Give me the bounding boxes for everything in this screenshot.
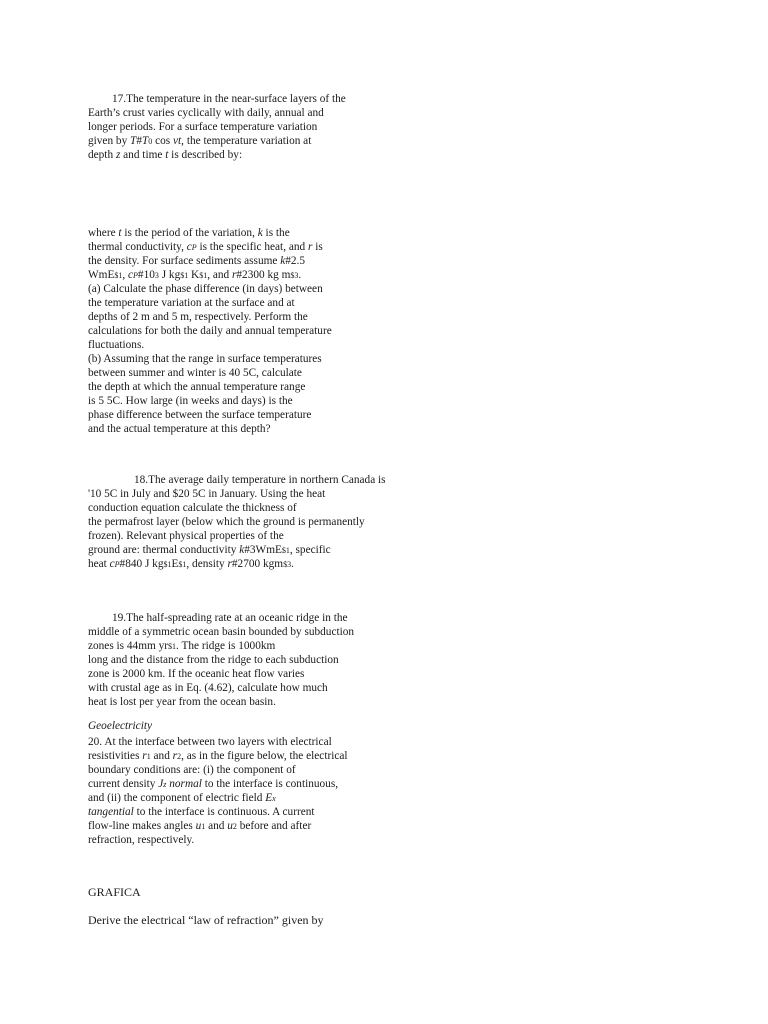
var-z: z — [115, 149, 121, 161]
p19-line-3 — [88, 639, 275, 654]
p17-where-line-4 — [88, 268, 301, 283]
subscript: 0 — [148, 137, 153, 146]
subscript: x — [272, 794, 276, 803]
var-J: J — [158, 778, 164, 790]
p17-partB-line-6: and the actual temperature at this depth? — [88, 423, 271, 435]
text-span: #2.5 — [285, 255, 306, 267]
var-c: c — [109, 558, 115, 570]
text-span: and — [150, 750, 173, 762]
text-span: thermal conductivity, — [88, 241, 187, 253]
var-r: r — [232, 269, 237, 281]
text-span: is the — [262, 227, 290, 239]
text-span: #2300 kg m — [236, 269, 291, 281]
text-span: is — [312, 241, 323, 253]
text-span: , as in the figure below, the electrical — [181, 750, 348, 762]
p19-line-1: 19.The half-spreading rate at an oceanic ridge in the — [112, 612, 348, 624]
text-span: , specific — [289, 544, 331, 556]
p18-line-4: the permafrost layer (below which the ground is permanently — [88, 516, 365, 528]
superscript: $1 — [281, 546, 290, 555]
p20-line-2 — [88, 749, 348, 764]
superscript: 3 — [154, 271, 159, 280]
p17-partA-line-3: depths of 2 m and 5 m, respectively. Perform the — [88, 311, 308, 323]
text-span: #840 J kg — [119, 558, 164, 570]
var-k: k — [257, 227, 263, 239]
p19-line-6: with crustal age as in Eq. (4.62), calculate how much — [88, 682, 328, 694]
subscript: 1 — [146, 752, 151, 761]
p19-line-4: long and the distance from the ridge to each subduction — [88, 654, 339, 666]
p18-line-5: frozen). Relevant physical properties of the — [88, 530, 284, 542]
text-span: depth — [88, 149, 116, 161]
italic-tangential: tangential — [88, 806, 134, 818]
text-span: to the interface is continuous, — [201, 778, 339, 790]
text-span: the density. For surface sediments assume — [88, 255, 281, 267]
text-span: is the specific heat, and — [196, 241, 308, 253]
text-span: cos — [152, 135, 174, 147]
p17-partB-line-5: phase difference between the surface temperature — [88, 409, 312, 421]
text-span: given by — [88, 135, 131, 147]
subscript: 2 — [177, 752, 182, 761]
text-span: to the interface is continuous. A current — [133, 806, 315, 818]
p17-partA-line-1: (a) Calculate the phase difference (in days) between — [88, 283, 323, 295]
p17-where-line-3 — [88, 254, 305, 268]
var-u1: u — [195, 820, 202, 832]
text-span: . The ridge is 1000km — [176, 640, 276, 652]
superscript: $3 — [290, 271, 299, 280]
text-span: , and — [207, 269, 232, 281]
var-k: k — [239, 544, 245, 556]
superscript: $1 — [178, 560, 187, 569]
p17-where-line-2 — [88, 240, 323, 255]
var-r: r — [227, 558, 232, 570]
derive-line: Derive the electrical “law of refraction” given by — [88, 913, 324, 927]
var-k: k — [280, 255, 286, 267]
subscript: P — [191, 243, 197, 252]
subscript: P — [133, 271, 138, 280]
p19-line-5: zone is 2000 km. If the oceanic heat flow varies — [88, 668, 305, 680]
text-span: heat — [88, 558, 110, 570]
p18-line-7 — [88, 557, 294, 572]
var-vt: vt — [173, 135, 182, 147]
p17-partB-line-4: is 5 5C. How large (in weeks and days) is the — [88, 395, 293, 407]
superscript: $1 — [199, 271, 208, 280]
p18-line-2: '10 5C in July and $20 5C in January. Using the heat — [88, 488, 326, 500]
italic-normal: normal — [166, 778, 202, 790]
p17-line-2: Earth’s crust varies cyclically with daily, annual and — [88, 107, 324, 119]
text-span: , — [122, 269, 129, 281]
p17-partB-line-1: (b) Assuming that the range in surface temperatures — [88, 353, 322, 365]
var-t: t — [165, 149, 169, 161]
p17-line-1: 17.The temperature in the near-surface layers of the — [112, 93, 346, 105]
text-span: and (ii) the component of electric field — [88, 792, 266, 804]
p17-partA-line-2: the temperature variation at the surface and at — [88, 297, 295, 309]
text-span: E — [171, 558, 179, 570]
text-span: is the period of the variation, — [121, 227, 258, 239]
p18-line-3: conduction equation calculate the thickness of — [88, 502, 297, 514]
superscript: $1 — [168, 642, 177, 651]
text-span: current density — [88, 778, 159, 790]
text-span: . — [291, 558, 294, 570]
var-r2: r — [172, 750, 178, 762]
superscript: $3 — [283, 560, 292, 569]
p17-line-4 — [88, 134, 311, 149]
var-u2: u — [227, 820, 233, 832]
p20-line-8: refraction, respectively. — [88, 834, 195, 846]
subscript: 1 — [201, 822, 206, 831]
text-span: #3WmE — [244, 544, 282, 556]
subscript: P — [114, 560, 120, 569]
text-span: #2700 kgm — [231, 558, 284, 570]
subscript: 2 — [232, 822, 237, 831]
p17-where-line-1 — [88, 226, 290, 240]
section-heading-geoelectricity: Geoelectricity — [88, 720, 152, 732]
text-span: and — [205, 820, 228, 832]
var-E: E — [265, 792, 273, 804]
p17-line-3: longer periods. For a surface temperature variation — [88, 121, 318, 133]
text-span: . — [298, 269, 302, 281]
var-r1: r — [142, 750, 147, 762]
text-span: before and after — [236, 820, 312, 832]
p18-line-1: 18.The average daily temperature in northern Canada is — [134, 474, 386, 486]
p19-line-7: heat is lost per year from the ocean basin. — [88, 696, 276, 708]
p20-line-6 — [88, 805, 315, 819]
superscript: $1 — [180, 271, 189, 280]
p18-line-6 — [88, 543, 331, 558]
text-span: ground are: thermal conductivity — [88, 544, 240, 556]
text-span: where — [88, 227, 119, 239]
var-c: c — [128, 269, 134, 281]
text-span: and time — [120, 149, 166, 161]
text-span: , the temperature variation at — [181, 135, 312, 147]
p17-partA-line-5: fluctuations. — [88, 339, 145, 351]
var-t: t — [118, 227, 122, 239]
var-T: T — [130, 135, 137, 147]
p20-line-1: 20. At the interface between two layers with electrical — [88, 736, 332, 748]
text-span: is described by: — [168, 149, 243, 161]
text-span: # — [136, 135, 142, 147]
text-span: , density — [186, 558, 228, 570]
text-span: #10 — [137, 269, 155, 281]
text-span: zones is 44mm yr — [88, 640, 169, 652]
text-span: K — [188, 269, 200, 281]
var-r: r — [307, 241, 313, 253]
p20-line-5 — [88, 791, 276, 806]
p20-line-7 — [88, 819, 311, 834]
p17-partA-line-4: calculations for both the daily and annual temperature — [88, 325, 332, 337]
superscript: $1 — [163, 560, 172, 569]
grafica-label: GRAFICA — [88, 885, 141, 899]
var-c: c — [186, 241, 192, 253]
p17-partB-line-3: the depth at which the annual temperature range — [88, 381, 306, 393]
var-T0: T — [142, 135, 149, 147]
p19-line-2: middle of a symmetric ocean basin bounded by subduction — [88, 626, 355, 638]
p20-line-3: boundary conditions are: (i) the component of — [88, 764, 296, 776]
superscript: $1 — [114, 271, 123, 280]
subscript: z — [163, 780, 167, 789]
text-span: resistivities — [88, 750, 143, 762]
p17-line-5 — [88, 148, 242, 162]
text-span: WmE — [88, 269, 115, 281]
p20-line-4 — [88, 777, 338, 792]
text-span: flow-line makes angles — [88, 820, 196, 832]
text-span: J kg — [158, 269, 181, 281]
p17-partB-line-2: between summer and winter is 40 5C, calculate — [88, 367, 302, 379]
